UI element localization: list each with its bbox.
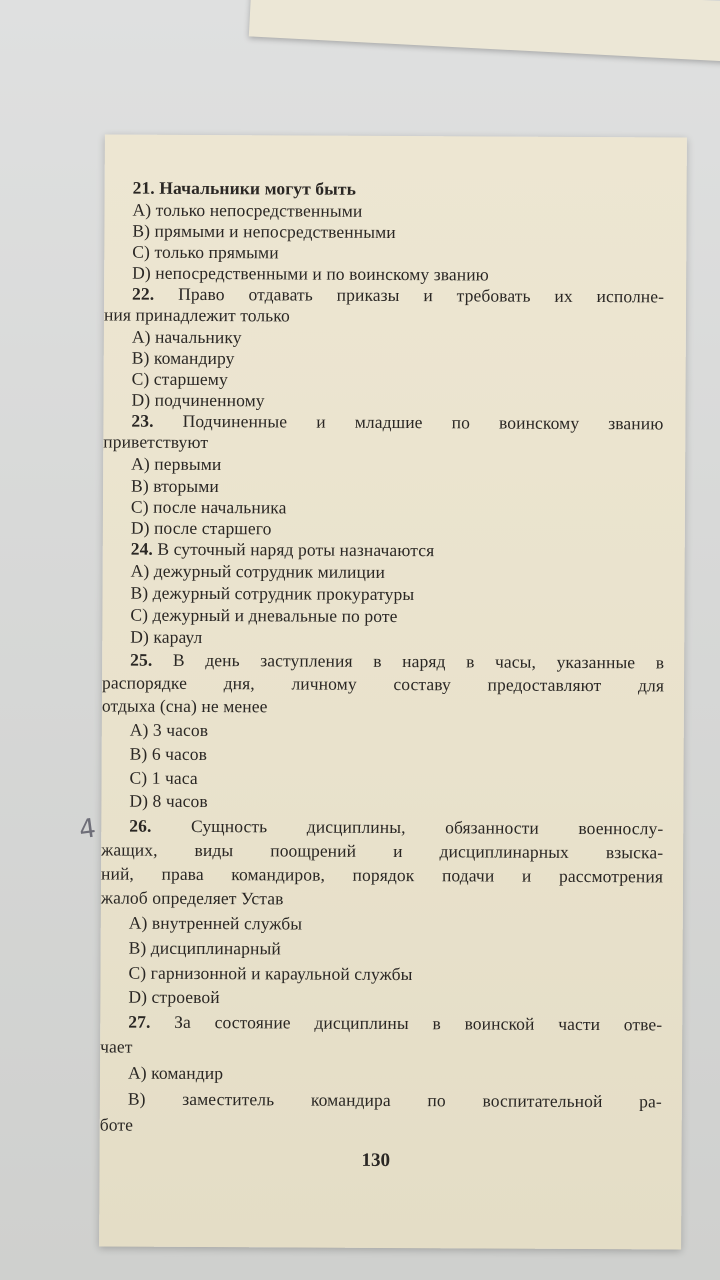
page-number: 130 — [361, 1149, 391, 1171]
question-27-option-b: В) заместитель командира по воспитательной ра- — [127, 1088, 662, 1112]
question-25-text-cont-1: распорядке дня, личному составу предоставляют для — [101, 672, 665, 696]
question-21-option-d: D) непосредственными и по воинскому званию — [132, 262, 489, 285]
question-25-text-cont-2: отдыха (сна) не менее — [101, 695, 268, 717]
question-23-text-cont: приветствуют — [103, 431, 209, 453]
question-26-option-d: D) строевой — [128, 986, 220, 1008]
question-25-option-a: А) 3 часов — [129, 719, 209, 741]
question-26-option-c: С) гарнизонной и караульной службы — [128, 962, 413, 985]
question-25-text: 25. В день заступления в наряд в часы, указанные в — [130, 649, 665, 673]
question-26-text: 26. Сущность дисциплины, обязанности военнослу- — [129, 815, 664, 839]
question-26-text-cont-2: ний, права командиров, порядок подачи и рассмотрения — [100, 863, 664, 887]
question-24-text: 24. В суточный наряд роты назначаются — [130, 538, 435, 561]
question-23-option-d: D) после старшего — [130, 517, 272, 539]
question-26-option-b: В) дисциплинарный — [128, 937, 281, 959]
question-21-text: 21. Начальники могут быть — [132, 177, 357, 199]
question-22-option-a: А) начальнику — [131, 326, 242, 348]
question-21-option-b: В) прямыми и непосредственными — [132, 220, 396, 243]
question-22-text-cont: ния принадлежит только — [103, 304, 290, 326]
question-24-option-d: D) караул — [130, 626, 203, 648]
question-24-option-a: А) дежурный сотрудник милиции — [130, 560, 386, 582]
pencil-mark: 4 — [77, 813, 98, 846]
question-25-option-d: D) 8 часов — [129, 790, 208, 812]
question-27-text-cont: чает — [100, 1036, 133, 1057]
question-26-option-a: А) внутренней службы — [128, 912, 303, 934]
question-23-option-b: В) вторыми — [131, 475, 219, 497]
question-24-option-b: В) дежурный сотрудник прокуратуры — [130, 582, 415, 605]
background-sheet — [249, 0, 720, 64]
page-content — [77, 134, 687, 1249]
question-27-option-a: А) командир — [127, 1062, 224, 1084]
question-23-option-a: А) первыми — [131, 453, 222, 475]
question-22-text: 22. Право отдавать приказы и требовать их исполне- — [132, 283, 665, 307]
question-23-option-c: С) после начальника — [130, 496, 287, 518]
question-22-option-c: С) старшему — [131, 368, 228, 390]
question-25-option-c: С) 1 часа — [129, 767, 198, 788]
question-26-text-cont-1: жащих, виды поощрений и дисциплинарных взыска- — [101, 839, 664, 863]
question-21-option-a: А) только непосредственными — [132, 199, 363, 221]
book-page — [77, 134, 687, 1249]
question-25-option-b: В) 6 часов — [129, 743, 208, 765]
question-24-option-c: С) дежурный и дневальные по роте — [130, 604, 398, 627]
question-22-option-b: В) командиру — [131, 347, 235, 369]
question-26-text-cont-3: жалоб определяет Устав — [100, 887, 284, 909]
question-21-option-c: С) только прямыми — [132, 241, 279, 263]
question-22-option-d: D) подчиненному — [131, 389, 265, 411]
question-27-option-b-cont: боте — [99, 1114, 134, 1135]
question-23-text: 23. Подчиненные и младшие по воинскому званию — [131, 410, 664, 434]
question-27-text: 27. За состояние дисциплины в воинской части отве- — [128, 1011, 663, 1035]
